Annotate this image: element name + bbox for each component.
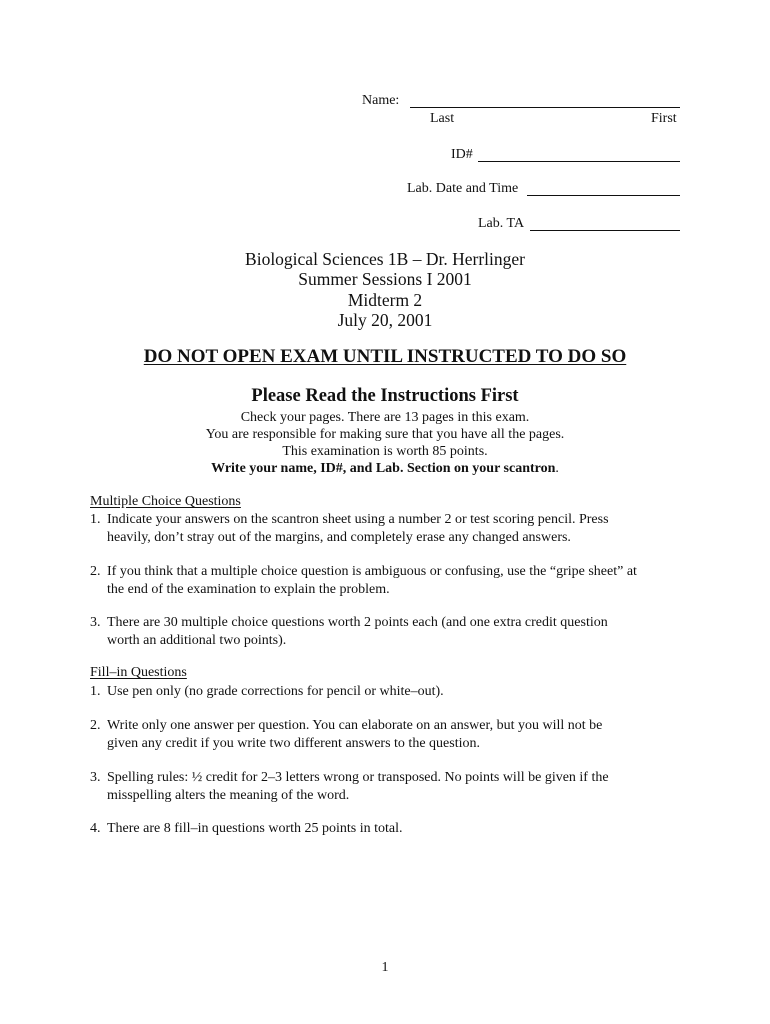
fill-item-2-number: 2. — [90, 718, 101, 733]
mc-item-2 — [90, 563, 690, 598]
fill-item-1-line-1: Use pen only (no grade corrections for pencil or white–out). — [107, 684, 444, 699]
first-name-label: First — [651, 111, 677, 126]
mc-item-1-line-2: heavily, don’t stray out of the margins, and completely erase any changed answers. — [107, 529, 571, 545]
lab-ta-label: Lab. TA — [478, 216, 525, 231]
exam-date: July 20, 2001 — [337, 310, 433, 330]
mc-item-3-line-1: There are 30 multiple choice questions worth 2 points each (and one extra credit question — [107, 615, 608, 630]
id-label: ID# — [451, 147, 473, 162]
exam-title: Midterm 2 — [347, 290, 423, 310]
instructions-line-3: This examination is worth 85 points. — [282, 444, 488, 459]
fill-item-2-line-2: given any credit if you write two different answers to the question. — [107, 735, 480, 751]
fill-item-1 — [90, 683, 690, 701]
fill-item-2 — [90, 717, 690, 752]
fill-item-3-line-2: misspelling alters the meaning of the word. — [107, 787, 350, 803]
name-line — [410, 107, 680, 108]
mc-item-2-line-2: the end of the examination to explain the problem. — [107, 581, 390, 597]
mc-item-3-line-2: worth an additional two points). — [107, 632, 287, 648]
instructions-line-1: Check your pages. There are 13 pages in this exam. — [240, 410, 530, 425]
mc-item-2-line-1: If you think that a multiple choice question is ambiguous or confusing, use the “gripe sheet” at — [107, 564, 637, 579]
fill-item-2-line-1: Write only one answer per question. You can elaborate on an answer, but you will not be — [107, 718, 603, 733]
instructions-line-2: You are responsible for making sure that you have all the pages. — [205, 427, 565, 442]
lab-ta-line — [530, 230, 680, 231]
mc-item-1 — [90, 511, 690, 546]
fill-item-3-number: 3. — [90, 770, 101, 785]
instructions-line-4 — [0, 460, 770, 477]
lab-date-label: Lab. Date and Time — [407, 181, 519, 196]
mc-item-2-number: 2. — [90, 564, 101, 579]
fill-item-4-line-1: There are 8 fill–in questions worth 25 points in total. — [107, 821, 403, 836]
mc-item-1-number: 1. — [90, 512, 101, 527]
session-title: Summer Sessions I 2001 — [298, 269, 472, 289]
name-label: Name: — [362, 93, 400, 108]
instructions-heading: Please Read the Instructions First — [251, 386, 519, 406]
fill-item-3-line-1: Spelling rules: ½ credit for 2–3 letters wrong or transposed. No points will be given if the — [107, 770, 609, 785]
fill-item-4-number: 4. — [90, 821, 101, 836]
warning-heading: DO NOT OPEN EXAM UNTIL INSTRUCTED TO DO SO — [143, 346, 627, 367]
instructions-line-4-end: . — [555, 461, 559, 476]
fill-item-4 — [90, 820, 690, 838]
fill-item-1-number: 1. — [90, 684, 101, 699]
id-line — [478, 161, 680, 162]
last-name-label: Last — [430, 111, 455, 126]
mc-item-3-number: 3. — [90, 615, 101, 630]
page-number: 1 — [381, 960, 389, 975]
lab-date-line — [527, 195, 680, 196]
fill-item-3 — [90, 769, 690, 804]
mc-item-3 — [90, 614, 690, 649]
course-title: Biological Sciences 1B – Dr. Herrlinger — [245, 249, 525, 269]
fill-in-heading: Fill–in Questions — [90, 665, 187, 680]
mc-item-1-line-1: Indicate your answers on the scantron sheet using a number 2 or test scoring pencil. Press — [107, 512, 609, 527]
instructions-line-4-bold: Write your name, ID#, and Lab. Section on your scantron — [211, 461, 556, 476]
multiple-choice-heading: Multiple Choice Questions — [90, 494, 241, 509]
